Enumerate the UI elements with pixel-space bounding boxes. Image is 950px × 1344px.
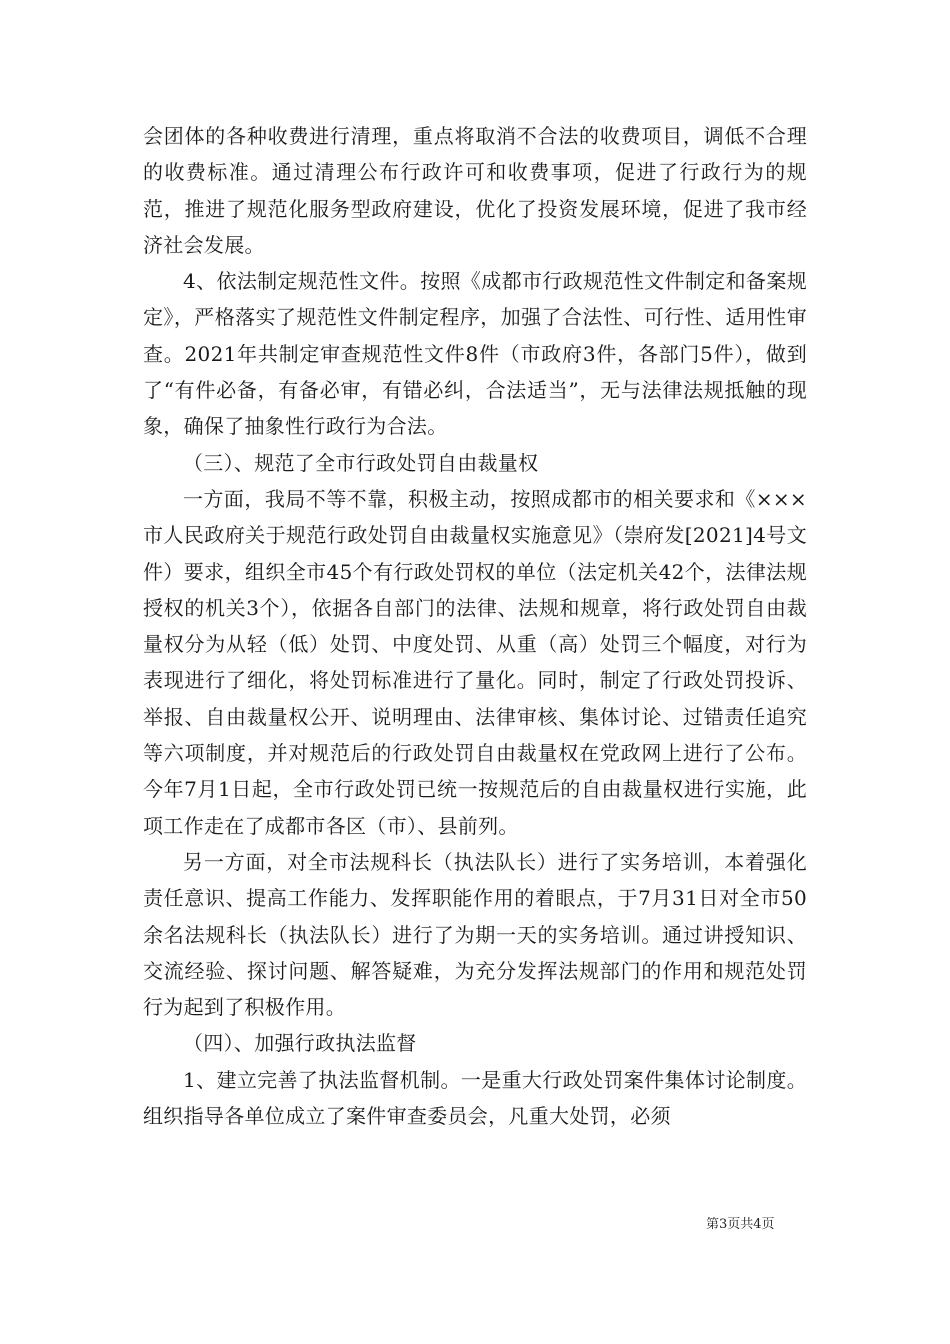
paragraph-discretion-other-hand: 另一方面，对全市法规科长（执法队长）进行了实务培训，本着强化责任意识、提高工作能力、发挥职能作用的着眼点，于7月31日对全市50余名法规科长（执法队长）进行了为期一天的实务培训。通过讲授知识、交流经验、探讨问题、解答疑难，为充分发挥法规部门的作用和规范处罚行为起到了积极作用。 [143, 849, 807, 1020]
section-heading-4: （四）、加强行政执法监督 [183, 1031, 417, 1056]
paragraph-discretion-one-hand: 一方面，我局不等不靠，积极主动，按照成都市的相关要求和《×××市人民政府关于规范行政处罚自由裁量权实施意见》（崇府发[2021]4号文件）要求，组织全市45个有行政处罚权的单位（法定机关42个，法律法规授权的机关3个），依据各自部门的法律、法规和规章，将行政处罚自由裁量权分为从轻（低）处罚、中度处罚、从重（高）处罚三个幅度，对行为表现进行了细化，将处罚标准进行了量化。同时，制定了行政处罚投诉、举报、自由裁量权公开、说明理由、法律审核、集体讨论、过错责任追究等六项制度，并对规范后的行政处罚自由裁量权在党政网上进行了公布。今年7月1日起，全市行政处罚已统一按规范后的自由裁量权进行实施，此项工作走在了成都市各区（市）、县前列。 [143, 486, 807, 838]
page-number-footer: 第3页共4页 [706, 1217, 775, 1232]
paragraph-supervision-mechanism: 1、建立完善了执法监督机制。一是重大行政处罚案件集体讨论制度。组织指导各单位成立了案件审查委员会，凡重大处罚，必须 [143, 1067, 807, 1129]
document-body [143, 118, 807, 1134]
paragraph-normative-documents: 4、依法制定规范性文件。按照《成都市行政规范性文件制定和备案规定》，严格落实了规范性文件制定程序，加强了合法性、可行性、适用性审查。2021年共制定审查规范性文件8件（市政府3件，各部门5件），做到了“有件必备，有备必审，有错必纠，合法适当”，无与法律法规抵触的现象，确保了抽象性行政行为合法。 [143, 269, 807, 439]
section-heading-3: （三）、规范了全市行政处罚自由裁量权 [183, 450, 539, 475]
paragraph-continuation: 会团体的各种收费进行清理，重点将取消不合法的收费项目，调低不合理的收费标准。通过清理公布行政许可和收费事项，促进了行政行为的规范，推进了规范化服务型政府建设，优化了投资发展环境，促进了我市经济社会发展。 [143, 124, 807, 257]
